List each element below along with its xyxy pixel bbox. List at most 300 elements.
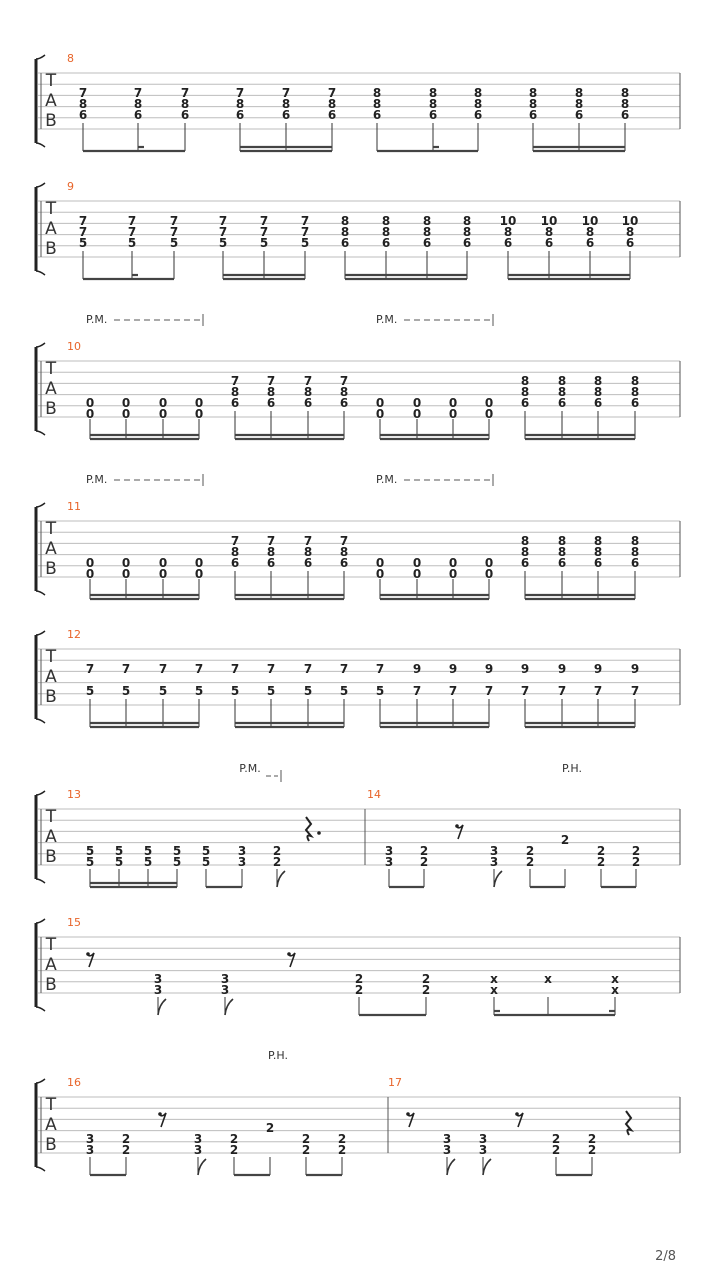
fret-number: 0 xyxy=(412,396,422,410)
fret-number: 6 xyxy=(340,236,350,250)
fret-number: 8 xyxy=(473,86,483,100)
fret-number: 5 xyxy=(201,855,211,869)
measure-number: 15 xyxy=(67,916,81,929)
fret-number: 5 xyxy=(85,684,95,698)
fret-number: 6 xyxy=(327,108,337,122)
fret-number: 2 xyxy=(337,1143,347,1157)
fret-number: 3 xyxy=(478,1143,488,1157)
fret-number: 8 xyxy=(625,225,635,239)
fret-number: 8 xyxy=(528,86,538,100)
fret-number: 2 xyxy=(419,844,429,858)
fret-number: 5 xyxy=(172,855,182,869)
fret-number: 2 xyxy=(265,1121,275,1135)
fret-number: 8 xyxy=(381,214,391,228)
fret-number: 8 xyxy=(78,97,88,111)
fret-number: 7 xyxy=(339,662,349,676)
fret-number: 3 xyxy=(153,972,163,986)
fret-numbers xyxy=(79,86,640,1157)
fret-number: 2 xyxy=(525,844,535,858)
fret-number: 8 xyxy=(235,97,245,111)
fret-number: 3 xyxy=(237,855,247,869)
fret-number: 7 xyxy=(303,534,313,548)
fret-number: 8 xyxy=(557,534,567,548)
fret-number: 7 xyxy=(266,534,276,548)
fret-number: 7 xyxy=(218,225,228,239)
eighth-rest-dot xyxy=(287,952,291,956)
fret-number: 8 xyxy=(340,225,350,239)
fret-number: 7 xyxy=(557,684,567,698)
eighth-flag xyxy=(277,871,285,887)
fret-number: 6 xyxy=(78,108,88,122)
bracket-top-hook xyxy=(36,503,45,507)
fret-number: 6 xyxy=(235,108,245,122)
fret-number: 10 xyxy=(621,214,639,228)
fret-number: 8 xyxy=(133,97,143,111)
fret-number: 0 xyxy=(484,567,494,581)
fret-number: 5 xyxy=(172,844,182,858)
eighth-flag xyxy=(225,999,233,1015)
fret-number: 6 xyxy=(230,396,240,410)
tab-clef-t: T xyxy=(45,647,57,667)
fret-number: 6 xyxy=(574,108,584,122)
fret-number: 3 xyxy=(220,972,230,986)
fret-number: 3 xyxy=(193,1132,203,1146)
fret-number: x xyxy=(611,983,619,997)
fret-number: 8 xyxy=(593,374,603,388)
eighth-flag xyxy=(198,1159,206,1175)
eighth-rest-dot xyxy=(158,1112,162,1116)
bracket-top-hook xyxy=(36,343,45,347)
palm-mute-label: P.M. xyxy=(86,313,108,326)
rest-dot xyxy=(317,831,321,835)
fret-number: 2 xyxy=(587,1143,597,1157)
fret-number: 7 xyxy=(375,662,385,676)
fret-number: 3 xyxy=(442,1143,452,1157)
fret-number: 8 xyxy=(340,214,350,228)
fret-number: 7 xyxy=(300,225,310,239)
fret-number: 2 xyxy=(560,833,570,847)
fret-number: 2 xyxy=(551,1143,561,1157)
fret-number: 6 xyxy=(473,108,483,122)
fret-number: 5 xyxy=(121,684,131,698)
fret-number: 5 xyxy=(375,684,385,698)
page-number: 2/8 xyxy=(655,1249,676,1264)
fret-number: 6 xyxy=(339,396,349,410)
fret-number: 3 xyxy=(489,855,499,869)
fret-number: 8 xyxy=(520,534,530,548)
fret-number: 8 xyxy=(428,86,438,100)
tab-clef-b: B xyxy=(45,239,57,259)
fret-number: 9 xyxy=(593,662,603,676)
fret-number: 8 xyxy=(520,545,530,559)
fret-number: 7 xyxy=(127,214,137,228)
fret-number: 6 xyxy=(180,108,190,122)
eighth-rest-dot xyxy=(86,952,90,956)
fret-number: 0 xyxy=(194,556,204,570)
fret-number: 8 xyxy=(266,385,276,399)
fret-number: 2 xyxy=(337,1132,347,1146)
tab-clef-b: B xyxy=(45,687,57,707)
fret-number: 0 xyxy=(375,407,385,421)
bracket-bottom-hook xyxy=(36,271,45,275)
fret-number: 5 xyxy=(266,684,276,698)
tab-clef-a: A xyxy=(45,91,57,111)
eighth-flag xyxy=(447,1159,455,1175)
fret-number: 6 xyxy=(520,396,530,410)
fret-number: 0 xyxy=(121,567,131,581)
tab-clef-t: T xyxy=(45,1095,57,1115)
fret-number: 5 xyxy=(143,855,153,869)
fret-number: 6 xyxy=(462,236,472,250)
fret-number: 2 xyxy=(596,855,606,869)
fret-number: 5 xyxy=(114,844,124,858)
measure-number: 10 xyxy=(67,340,81,353)
fret-number: 7 xyxy=(194,662,204,676)
eighth-rest-dot xyxy=(455,824,459,828)
fret-number: 5 xyxy=(339,684,349,698)
fret-number: 3 xyxy=(489,844,499,858)
fret-number: 7 xyxy=(303,374,313,388)
fret-number: 8 xyxy=(180,97,190,111)
bracket-bottom-hook xyxy=(36,143,45,147)
tab-clef-b: B xyxy=(45,1135,57,1155)
fret-number: 3 xyxy=(384,855,394,869)
fret-number: 6 xyxy=(593,396,603,410)
fret-number: 0 xyxy=(158,556,168,570)
fret-number: 5 xyxy=(143,844,153,858)
fret-number: 7 xyxy=(78,86,88,100)
fret-number: 8 xyxy=(593,545,603,559)
fret-number: 7 xyxy=(127,225,137,239)
fret-number: 5 xyxy=(194,684,204,698)
fret-number: 0 xyxy=(375,556,385,570)
fret-number: 8 xyxy=(557,545,567,559)
fret-number: 0 xyxy=(85,556,95,570)
bracket-top-hook xyxy=(36,631,45,635)
fret-number: 5 xyxy=(300,236,310,250)
fret-number: 6 xyxy=(303,396,313,410)
measure-number: 17 xyxy=(388,1076,402,1089)
fret-number: 6 xyxy=(625,236,635,250)
fret-number: 0 xyxy=(484,407,494,421)
fret-number: 8 xyxy=(372,97,382,111)
tab-clef-t: T xyxy=(45,519,57,539)
tab-clef-t: T xyxy=(45,807,57,827)
fret-number: 9 xyxy=(630,662,640,676)
fret-number: 0 xyxy=(484,556,494,570)
palm-mute-label: P.M. xyxy=(376,313,398,326)
fret-number: 6 xyxy=(593,556,603,570)
fret-number: 8 xyxy=(630,545,640,559)
fret-number: 8 xyxy=(620,86,630,100)
fret-number: 3 xyxy=(384,844,394,858)
fret-number: 7 xyxy=(169,214,179,228)
tab-clef-b: B xyxy=(45,111,57,131)
fret-number: 7 xyxy=(235,86,245,100)
tab-clef-b: B xyxy=(45,975,57,995)
fret-number: 3 xyxy=(85,1143,95,1157)
fret-number: 8 xyxy=(303,385,313,399)
fret-number: 0 xyxy=(121,556,131,570)
measure-number: 11 xyxy=(67,500,81,513)
fret-number: 8 xyxy=(528,97,538,111)
tab-clef-a: A xyxy=(45,955,57,975)
fret-number: 3 xyxy=(193,1143,203,1157)
fret-number: 6 xyxy=(557,396,567,410)
fret-number: 2 xyxy=(121,1132,131,1146)
bracket-bottom-hook xyxy=(36,431,45,435)
fret-number: 6 xyxy=(630,556,640,570)
fret-number: 7 xyxy=(593,684,603,698)
fret-number: 2 xyxy=(631,844,641,858)
fret-number: 0 xyxy=(158,396,168,410)
fret-number: 7 xyxy=(281,86,291,100)
fret-number: 0 xyxy=(412,556,422,570)
fret-number: 7 xyxy=(169,225,179,239)
fret-number: 10 xyxy=(499,214,517,228)
fret-number: x xyxy=(544,972,552,986)
fret-number: 5 xyxy=(218,236,228,250)
fret-number: 9 xyxy=(520,662,530,676)
fret-number: 5 xyxy=(127,236,137,250)
fret-number: 6 xyxy=(620,108,630,122)
fret-number: 6 xyxy=(281,108,291,122)
fret-number: 7 xyxy=(412,684,422,698)
tab-clef-a: A xyxy=(45,379,57,399)
fret-number: 8 xyxy=(630,534,640,548)
fret-number: 9 xyxy=(448,662,458,676)
fret-number: 0 xyxy=(85,567,95,581)
fret-number: 7 xyxy=(266,662,276,676)
fret-number: 8 xyxy=(303,545,313,559)
fret-number: 2 xyxy=(421,983,431,997)
fret-number: 7 xyxy=(266,374,276,388)
tab-clef-t: T xyxy=(45,935,57,955)
fret-number: 8 xyxy=(230,545,240,559)
fret-number: 7 xyxy=(339,374,349,388)
fret-number: 5 xyxy=(169,236,179,250)
fret-number: 2 xyxy=(354,983,364,997)
tab-clef-b: B xyxy=(45,847,57,867)
bracket-bottom-hook xyxy=(36,719,45,723)
fret-number: 3 xyxy=(220,983,230,997)
fret-number: 3 xyxy=(237,844,247,858)
fret-number: 8 xyxy=(503,225,513,239)
fret-number: 0 xyxy=(412,567,422,581)
quarter-rest xyxy=(626,1111,631,1135)
fret-number: 6 xyxy=(372,108,382,122)
fret-number: 6 xyxy=(133,108,143,122)
fret-number: 3 xyxy=(442,1132,452,1146)
fret-number: 0 xyxy=(121,396,131,410)
fret-number: 0 xyxy=(448,567,458,581)
fret-number: 5 xyxy=(85,844,95,858)
fret-number: 2 xyxy=(525,855,535,869)
fret-number: 6 xyxy=(528,108,538,122)
measure-number: 14 xyxy=(367,788,381,801)
tab-clef-a: A xyxy=(45,539,57,559)
fret-number: 5 xyxy=(259,236,269,250)
fret-number: 8 xyxy=(620,97,630,111)
fret-number: 8 xyxy=(266,545,276,559)
pinch-harmonic-label: P.H. xyxy=(268,1049,288,1062)
fret-number: 2 xyxy=(301,1132,311,1146)
fret-number: 7 xyxy=(78,214,88,228)
fret-number: 0 xyxy=(375,567,385,581)
fret-number: 8 xyxy=(230,385,240,399)
fret-number: 6 xyxy=(303,556,313,570)
fret-number: 8 xyxy=(585,225,595,239)
fret-number: 3 xyxy=(85,1132,95,1146)
fret-number: 8 xyxy=(428,97,438,111)
fret-number: 7 xyxy=(300,214,310,228)
fret-number: 7 xyxy=(180,86,190,100)
fret-number: 6 xyxy=(230,556,240,570)
fret-number: 9 xyxy=(557,662,567,676)
fret-number: 2 xyxy=(272,844,282,858)
eighth-flag xyxy=(494,871,502,887)
pinch-harmonic-label: P.H. xyxy=(562,762,582,775)
fret-number: 7 xyxy=(303,662,313,676)
fret-number: 8 xyxy=(339,385,349,399)
fret-number: 7 xyxy=(78,225,88,239)
fret-number: 7 xyxy=(218,214,228,228)
fret-number: 0 xyxy=(158,567,168,581)
palm-mute-label: P.M. xyxy=(86,473,108,486)
fret-number: 8 xyxy=(372,86,382,100)
fret-number: 5 xyxy=(85,855,95,869)
fret-number: 6 xyxy=(381,236,391,250)
bracket-bottom-hook xyxy=(36,591,45,595)
fret-number: 7 xyxy=(327,86,337,100)
bracket-top-hook xyxy=(36,919,45,923)
fret-number: 8 xyxy=(593,534,603,548)
fret-number: 6 xyxy=(520,556,530,570)
bracket-bottom-hook xyxy=(36,1007,45,1011)
fret-number: 6 xyxy=(266,556,276,570)
eighth-rest-dot xyxy=(406,1112,410,1116)
fret-number: 2 xyxy=(419,855,429,869)
fret-number: 6 xyxy=(266,396,276,410)
fret-number: 8 xyxy=(327,97,337,111)
fret-number: 8 xyxy=(520,374,530,388)
tab-clef-a: A xyxy=(45,667,57,687)
tab-clef-a: A xyxy=(45,827,57,847)
fret-number: 10 xyxy=(540,214,558,228)
fret-number: 2 xyxy=(354,972,364,986)
fret-number: 2 xyxy=(301,1143,311,1157)
fret-number: 7 xyxy=(630,684,640,698)
fret-number: 0 xyxy=(448,556,458,570)
fret-number: 5 xyxy=(303,684,313,698)
fret-number: 8 xyxy=(630,385,640,399)
bracket-bottom-hook xyxy=(36,1167,45,1171)
fret-number: 0 xyxy=(121,407,131,421)
fret-number: 8 xyxy=(557,374,567,388)
tab-clef-a: A xyxy=(45,219,57,239)
fret-number: 7 xyxy=(230,662,240,676)
fret-number: 8 xyxy=(473,97,483,111)
fret-number: 7 xyxy=(520,684,530,698)
fret-number: 7 xyxy=(230,374,240,388)
fret-number: 0 xyxy=(448,396,458,410)
tab-clef-t: T xyxy=(45,359,57,379)
fret-number: 2 xyxy=(631,855,641,869)
fret-number: 6 xyxy=(422,236,432,250)
fret-number: 8 xyxy=(422,225,432,239)
fret-number: 8 xyxy=(557,385,567,399)
fret-number: 0 xyxy=(194,396,204,410)
tab-clef-b: B xyxy=(45,559,57,579)
fret-number: 6 xyxy=(630,396,640,410)
fret-number: 8 xyxy=(593,385,603,399)
fret-number: 6 xyxy=(544,236,554,250)
tab-clef-t: T xyxy=(45,71,57,91)
measure-number: 8 xyxy=(67,52,74,65)
bracket-top-hook xyxy=(36,183,45,187)
fret-number: 0 xyxy=(484,396,494,410)
fret-number: 5 xyxy=(158,684,168,698)
bracket-top-hook xyxy=(36,55,45,59)
fret-number: 5 xyxy=(114,855,124,869)
fret-number: 6 xyxy=(428,108,438,122)
fret-number: 0 xyxy=(158,407,168,421)
fret-number: 2 xyxy=(421,972,431,986)
fret-number: 7 xyxy=(85,662,95,676)
fret-number: 0 xyxy=(85,396,95,410)
fret-number: 8 xyxy=(381,225,391,239)
fret-number: 2 xyxy=(121,1143,131,1157)
eighth-flag xyxy=(483,1159,491,1175)
measure-number: 16 xyxy=(67,1076,81,1089)
fret-number: 8 xyxy=(574,97,584,111)
tab-clef-t: T xyxy=(45,199,57,219)
palm-mute-label: P.M. xyxy=(376,473,398,486)
fret-number: 8 xyxy=(339,545,349,559)
fret-number: 7 xyxy=(230,534,240,548)
eighth-rest-dot xyxy=(515,1112,519,1116)
fret-number: 8 xyxy=(281,97,291,111)
fret-number: 2 xyxy=(551,1132,561,1146)
fret-number: 2 xyxy=(229,1132,239,1146)
fret-number: 7 xyxy=(259,214,269,228)
fret-number: 7 xyxy=(484,684,494,698)
fret-number: 0 xyxy=(412,407,422,421)
tab-clef-a: A xyxy=(45,1115,57,1135)
fret-number: 7 xyxy=(121,662,131,676)
fret-number: 8 xyxy=(520,385,530,399)
fret-number: 0 xyxy=(194,407,204,421)
tab-clef-b: B xyxy=(45,399,57,419)
fret-number: 2 xyxy=(596,844,606,858)
fret-number: 2 xyxy=(229,1143,239,1157)
fret-number: 5 xyxy=(230,684,240,698)
measure-number: 9 xyxy=(67,180,74,193)
fret-number: 10 xyxy=(581,214,599,228)
fret-number: 3 xyxy=(478,1132,488,1146)
bracket-top-hook xyxy=(36,1079,45,1083)
measure-number: 12 xyxy=(67,628,81,641)
bracket-bottom-hook xyxy=(36,879,45,883)
fret-number: 8 xyxy=(630,374,640,388)
fret-number: 7 xyxy=(448,684,458,698)
fret-number: 6 xyxy=(503,236,513,250)
fret-number: 0 xyxy=(194,567,204,581)
fret-number: 6 xyxy=(339,556,349,570)
fret-number: 7 xyxy=(133,86,143,100)
fret-number: 2 xyxy=(272,855,282,869)
fret-number: 7 xyxy=(158,662,168,676)
